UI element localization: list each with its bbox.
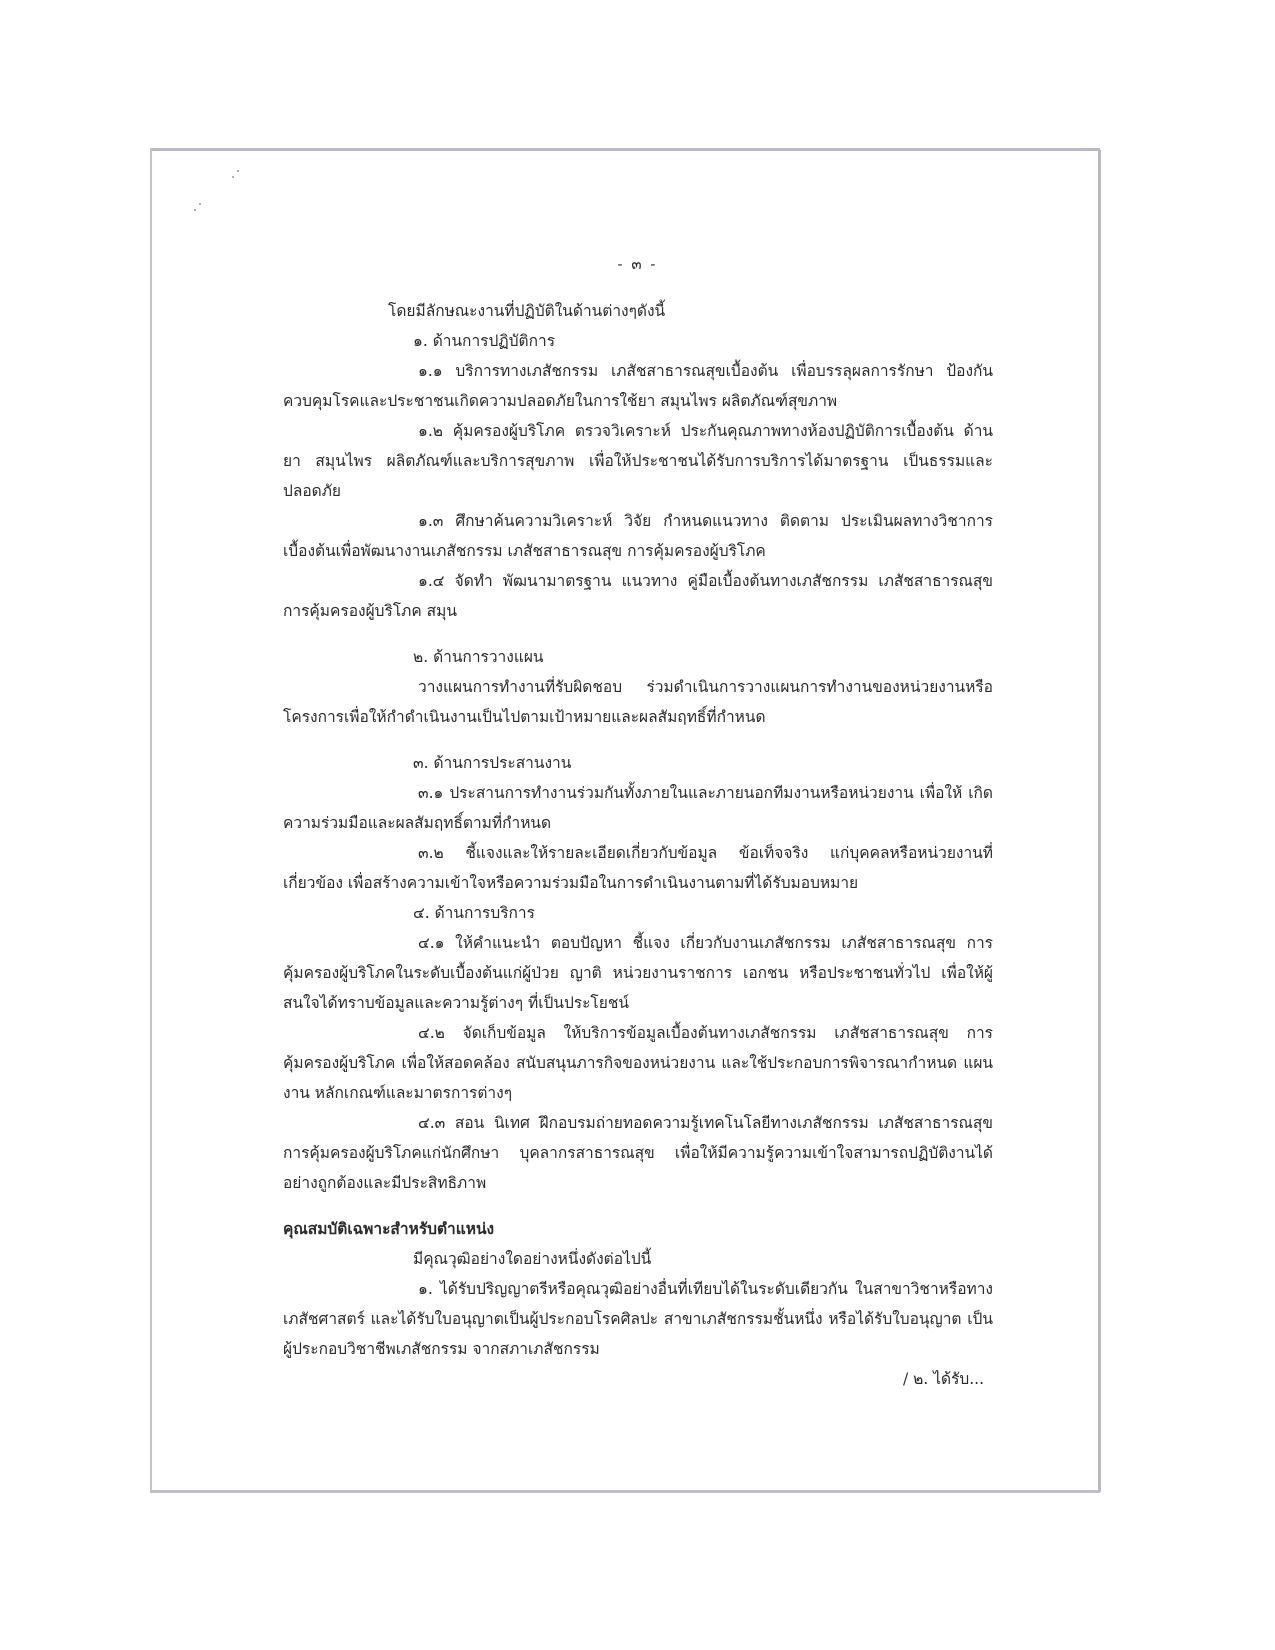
section-item: ๑.๔ จัดทำ พัฒนามาตรฐาน แนวทาง คู่มือเบื้องต้นทางเภสัชกรรม เภสัชสาธารณสุข การคุ้มครองผู้บริโภค สมุน	[283, 572, 993, 620]
section-title: ๓. ด้านการประสานงาน	[413, 754, 572, 772]
page-frame-top	[150, 148, 1100, 151]
page-frame-bottom	[150, 1490, 1100, 1493]
section-item: ๓.๑ ประสานการทำงานร่วมกันทั้งภายในและภายนอกทีมงานหรือหน่วยงาน เพื่อให้ เกิดความร่วมมือและผลสัมฤทธิ์ตามที่กำหนด	[283, 784, 993, 832]
spacer	[283, 1198, 993, 1214]
section-item: ๔.๑ ให้คำแนะนำ ตอบปัญหา ชี้แจง เกี่ยวกับงานเภสัชกรรม เภสัชสาธารณสุข การ คุ้มครองผู้บริโภคในระดับเบื้องต้นแก่ผู้ป่วย ญาติ หน่วยงานราชการ เอกชน หรือประชาชนทั่วไป เพื่อให้ผู้สนใจได้ทราบข้อมูลและความรู้ต่างๆ ที่เป็นประโยชน์	[283, 934, 993, 1012]
page-number: - ๓ -	[617, 255, 658, 273]
section-title: ๔. ด้านการบริการ	[413, 904, 535, 922]
spacer	[283, 626, 993, 642]
section-title: ๒. ด้านการวางแผน	[413, 648, 544, 666]
intro-line: โดยมีลักษณะงานที่ปฏิบัติในด้านต่างๆดังนี้	[388, 302, 666, 320]
spacer	[283, 732, 993, 748]
document-body	[283, 296, 993, 1364]
page-frame-right	[1098, 150, 1101, 1492]
section-item: ๓.๒ ชี้แจงและให้รายละเอียดเกี่ยวกับข้อมูล ข้อเท็จจริง แก่บุคคลหรือหน่วยงานที่ เกี่ยวข้อง เพื่อสร้างความเข้าใจหรือความร่วมมือในการดำเนินงานตามที่ได้รับมอบหมาย	[283, 844, 993, 892]
section-item: ๑.๓ ศึกษาค้นความวิเคราะห์ วิจัย กำหนดแนวทาง ติดตาม ประเมินผลทางวิชาการ เบื้องต้นเพื่อพัฒนางานเภสัชกรรม เภสัชสาธารณสุข การคุ้มครองผู้บริโภค	[283, 512, 993, 560]
scan-speck	[232, 176, 234, 178]
section-item: วางแผนการทำงานที่รับผิดชอบ ร่วมดำเนินการวางแผนการทำงานของหน่วยงานหรือ โครงการเพื่อให้กำดำเนินงานเป็นไปตามเป้าหมายและผลสัมฤทธิ์ที่กำหนด	[283, 678, 993, 726]
section-item: ๑.๒ คุ้มครองผู้บริโภค ตรวจวิเคราะห์ ประกันคุณภาพทางห้องปฏิบัติการเบื้องต้น ด้าน ยา สมุนไพร ผลิตภัณฑ์และบริการสุขภาพ เพื่อให้ประชาชนได้รับการบริการได้มาตรฐาน เป็นธรรมและปลอดภัย	[283, 422, 993, 500]
section-item: ๑.๑ บริการทางเภสัชกรรม เภสัชสาธารณสุขเบื้องต้น เพื่อบรรลุผลการรักษา ป้องกัน ควบคุมโรคและประชาชนเกิดความปลอดภัยในการใช้ยา สมุนไพร ผลิตภัณฑ์สุขภาพ	[283, 362, 993, 410]
qualifications-heading: คุณสมบัติเฉพาะสำหรับตำแหน่ง	[283, 1219, 495, 1238]
section-title: ๑. ด้านการปฏิบัติการ	[413, 332, 556, 350]
page-frame-left	[150, 148, 152, 1492]
qualifications-intro: มีคุณวุฒิอย่างใดอย่างหนึ่งดังต่อไปนี้	[413, 1250, 652, 1268]
scan-speck	[199, 203, 201, 205]
continued-marker: / ๒. ได้รับ...	[903, 1370, 985, 1388]
qualifications-item: ๑. ได้รับปริญญาตรีหรือคุณวุฒิอย่างอื่นที่เทียบได้ในระดับเดียวกัน ในสาขาวิชาหรือทาง เภสัชศาสตร์ และได้รับใบอนุญาตเป็นผู้ประกอบโรคศิลปะ สาขาเภสัชกรรมชั้นหนึ่ง หรือได้รับใบอนุญาต เป็นผู้ประกอบวิชาชีพเภสัชกรรม จากสภาเภสัชกรรม	[283, 1280, 993, 1358]
section-item: ๔.๓ สอน นิเทศ ฝึกอบรมถ่ายทอดความรู้เทคโนโลยีทางเภสัชกรรม เภสัชสาธารณสุข การคุ้มครองผู้บริโภคแก่นักศึกษา บุคลากรสาธารณสุข เพื่อให้มีความรู้ความเข้าใจสามารถปฏิบัติงานได้อย่างถูกต้องและมีประสิทธิภาพ	[283, 1114, 993, 1192]
scan-speck	[194, 209, 196, 211]
section-item: ๔.๒ จัดเก็บข้อมูล ให้บริการข้อมูลเบื้องต้นทางเภสัชกรรม เภสัชสาธารณสุข การ คุ้มครองผู้บริโภค เพื่อให้สอดคล้อง สนับสนุนภารกิจของหน่วยงาน และใช้ประกอบการพิจารณากำหนด แผนงาน หลักเกณฑ์และมาตรการต่างๆ	[283, 1024, 993, 1102]
scan-speck	[237, 170, 239, 172]
